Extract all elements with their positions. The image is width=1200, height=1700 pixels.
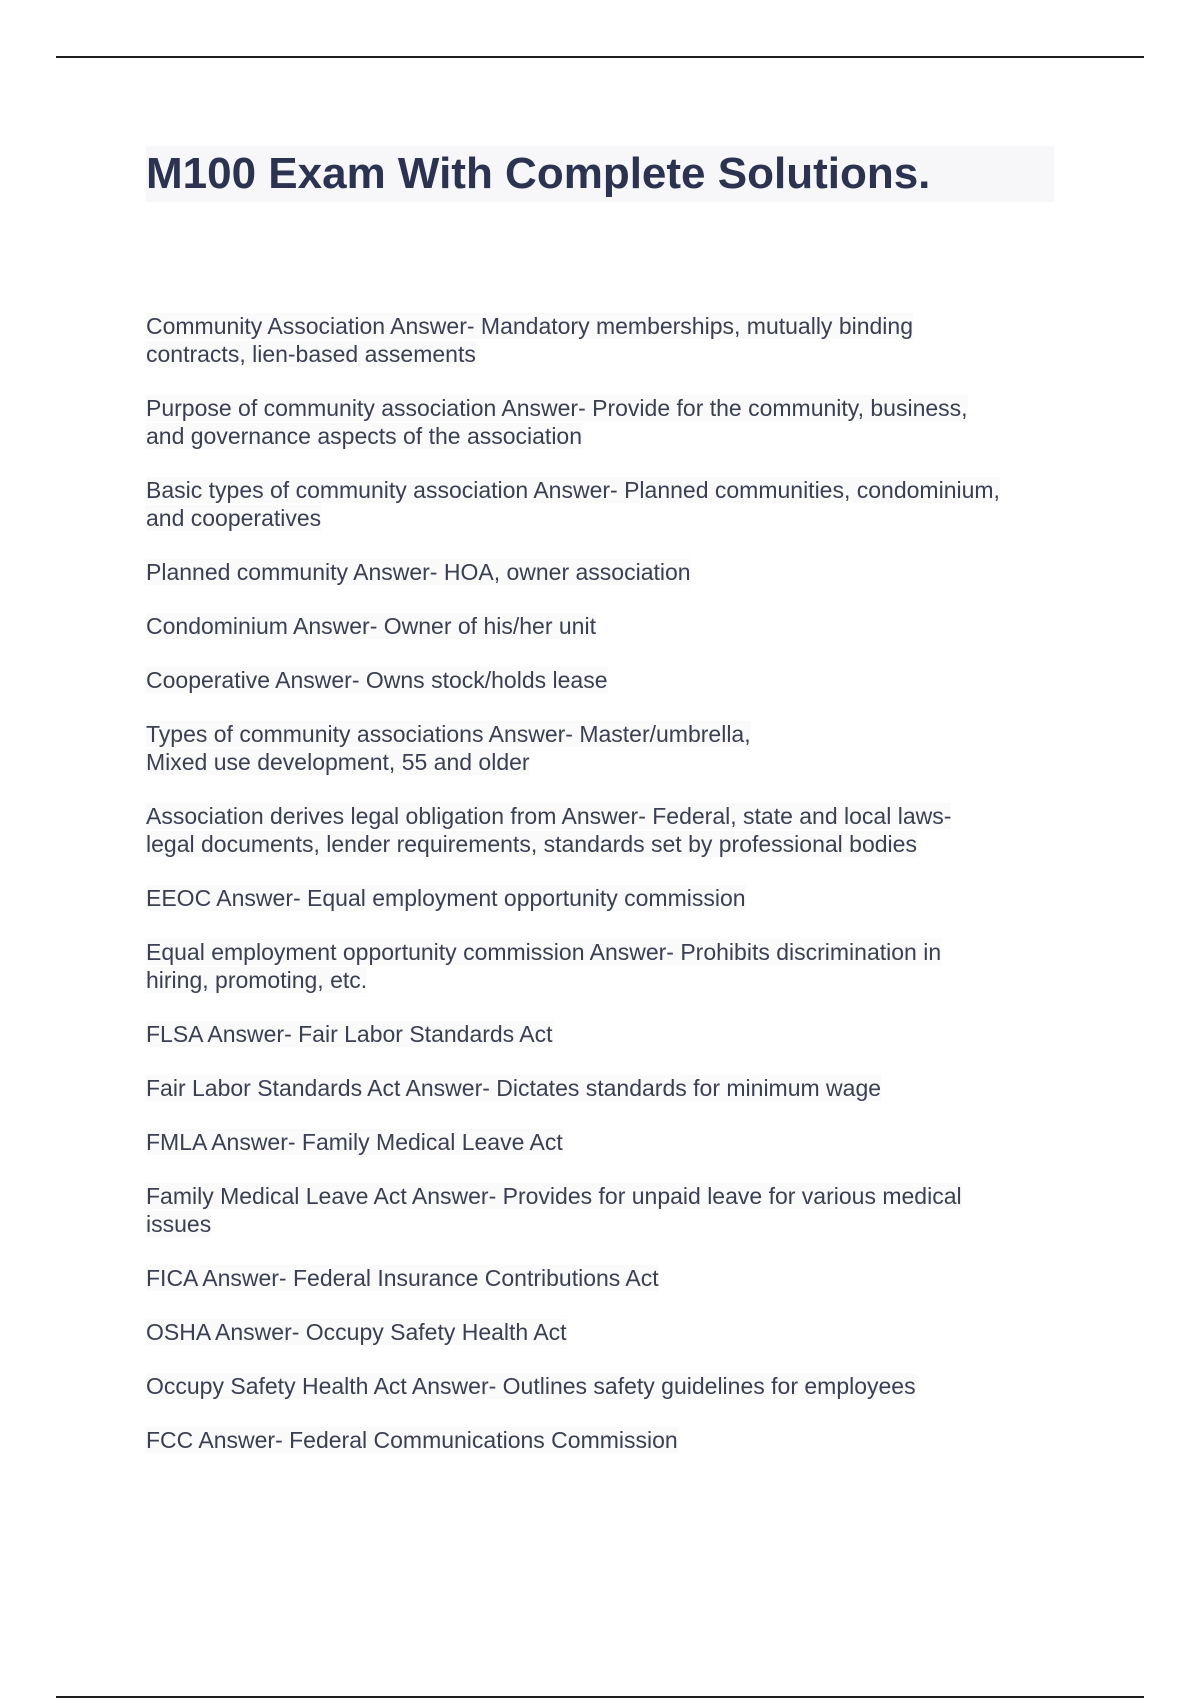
qa-text-line: EEOC Answer- Equal employment opportunity commission — [146, 885, 746, 911]
qa-text-line: Condominium Answer- Owner of his/her unit — [146, 613, 596, 639]
qa-text-line: hiring, promoting, etc. — [146, 967, 368, 993]
qa-item — [146, 1264, 1066, 1292]
qa-text-line: Community Association Answer- Mandatory memberships, mutually binding — [146, 313, 913, 339]
qa-text-line: and governance aspects of the association — [146, 423, 583, 449]
qa-text-line: and cooperatives — [146, 505, 322, 531]
bottom-rule — [56, 1696, 1144, 1698]
qa-item — [146, 312, 1066, 368]
qa-item — [146, 1426, 1066, 1454]
qa-text-line: Basic types of community association Answer- Planned communities, condominium, — [146, 477, 1000, 503]
qa-item — [146, 1074, 1066, 1102]
qa-text-line: FCC Answer- Federal Communications Commission — [146, 1427, 678, 1453]
qa-text-line: Equal employment opportunity commission Answer- Prohibits discrimination in — [146, 939, 942, 965]
qa-item — [146, 1128, 1066, 1156]
qa-item — [146, 612, 1066, 640]
qa-item — [146, 666, 1066, 694]
qa-list — [146, 312, 1066, 1480]
qa-text-line: Cooperative Answer- Owns stock/holds lease — [146, 667, 608, 693]
qa-text-line: contracts, lien-based assements — [146, 341, 476, 367]
qa-text-line: FICA Answer- Federal Insurance Contributions Act — [146, 1265, 659, 1291]
qa-item — [146, 1020, 1066, 1048]
qa-text-line: Family Medical Leave Act Answer- Provides for unpaid leave for various medical — [146, 1183, 962, 1209]
qa-text-line: Occupy Safety Health Act Answer- Outlines safety guidelines for employees — [146, 1373, 916, 1399]
qa-item — [146, 476, 1066, 532]
qa-item — [146, 802, 1066, 858]
qa-item — [146, 1182, 1066, 1238]
qa-item — [146, 1318, 1066, 1346]
title-block — [146, 146, 1054, 202]
qa-text-line: FLSA Answer- Fair Labor Standards Act — [146, 1021, 553, 1047]
qa-item — [146, 884, 1066, 912]
qa-item — [146, 720, 1066, 776]
qa-text-line: OSHA Answer- Occupy Safety Health Act — [146, 1319, 567, 1345]
qa-text-line: Purpose of community association Answer- Provide for the community, business, — [146, 395, 968, 421]
qa-text-line: Fair Labor Standards Act Answer- Dictates standards for minimum wage — [146, 1075, 882, 1101]
qa-text-line: Types of community associations Answer- Master/umbrella, — [146, 721, 751, 747]
qa-item — [146, 558, 1066, 586]
qa-text-line: Mixed use development, 55 and older — [146, 749, 530, 775]
qa-text-line: FMLA Answer- Family Medical Leave Act — [146, 1129, 563, 1155]
top-rule — [56, 56, 1144, 58]
qa-text-line: issues — [146, 1211, 212, 1237]
qa-text-line: Planned community Answer- HOA, owner association — [146, 559, 691, 585]
qa-text-line: legal documents, lender requirements, standards set by professional bodies — [146, 831, 917, 857]
qa-item — [146, 1372, 1066, 1400]
page-title: M100 Exam With Complete Solutions. — [146, 149, 931, 198]
qa-item — [146, 394, 1066, 450]
qa-text-line: Association derives legal obligation from Answer- Federal, state and local laws- — [146, 803, 952, 829]
qa-item — [146, 938, 1066, 994]
